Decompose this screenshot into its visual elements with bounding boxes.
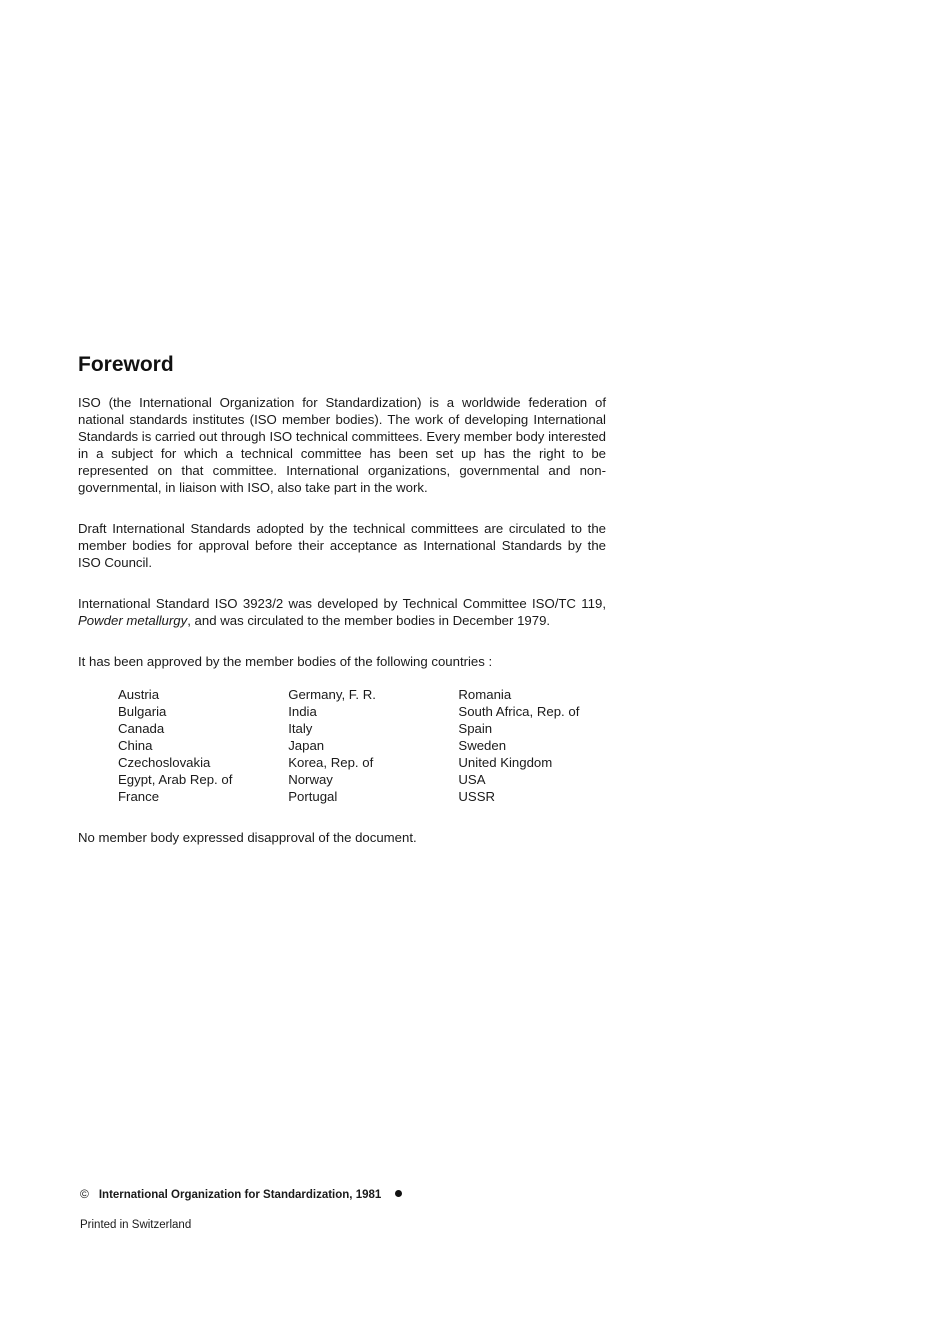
- paragraph-no-disapproval: No member body expressed disapproval of the document.: [78, 830, 417, 845]
- country-item: Korea, Rep. of: [288, 755, 374, 770]
- committee-subject: Powder metallurgy: [78, 613, 188, 628]
- country-item: Austria: [118, 687, 160, 702]
- countries-column-2: [288, 686, 458, 805]
- countries-list: [118, 686, 606, 805]
- copyright-line: [80, 1186, 402, 1203]
- paragraph-iso-intro: ISO (the International Organization for Standardization) is a worldwide federation of national standards institutes (ISO member bodies). The work of developing International Standards is carried out through ISO technical committees. Every member body interested in a subject for which a technical committee has been set up has the right to be represented on that committee. International organizations, governmental and non-governmental, in liaison with ISO, also take part in the work.: [78, 395, 606, 495]
- country-item: Czechoslovakia: [118, 755, 211, 770]
- paragraph-standard-development-tail: , and was circulated to the member bodies in December 1979.: [187, 613, 551, 628]
- country-item: China: [118, 738, 153, 753]
- country-item: France: [118, 789, 160, 804]
- paragraph-approval: It has been approved by the member bodies of the following countries :: [78, 654, 493, 669]
- country-item: USA: [458, 772, 486, 787]
- country-item: Italy: [288, 721, 313, 736]
- country-item: Germany, F. R.: [288, 687, 376, 702]
- country-item: Sweden: [458, 738, 507, 753]
- country-item: South Africa, Rep. of: [458, 704, 580, 719]
- countries-column-3: [458, 686, 606, 805]
- printed-in-line: Printed in Switzerland: [80, 1219, 192, 1231]
- country-item: Romania: [458, 687, 512, 702]
- countries-column-1: [118, 686, 288, 805]
- country-item: Norway: [288, 772, 333, 787]
- country-item: Bulgaria: [118, 704, 167, 719]
- copyright-text: International Organization for Standardization, 1981: [98, 1189, 382, 1201]
- foreword-section: [78, 352, 606, 870]
- country-item: Canada: [118, 721, 165, 736]
- country-item: Japan: [288, 738, 325, 753]
- bullet-icon: [395, 1190, 402, 1197]
- country-item: India: [288, 704, 317, 719]
- copyright-icon: ©: [80, 1187, 89, 1201]
- page-title: Foreword: [78, 353, 174, 376]
- country-item: United Kingdom: [458, 755, 553, 770]
- paragraph-standard-development-text: International Standard ISO 3923/2 was developed by Technical Committee ISO/TC 119,: [78, 596, 606, 611]
- paragraph-draft-standards: Draft International Standards adopted by the technical committees are circulated to the member bodies for approval before their acceptance as International Standards by the ISO Council.: [78, 521, 606, 570]
- paragraph-standard-development: [78, 595, 606, 629]
- country-item: Egypt, Arab Rep. of: [118, 772, 233, 787]
- country-item: Spain: [458, 721, 493, 736]
- country-item: Portugal: [288, 789, 338, 804]
- country-item: USSR: [458, 789, 496, 804]
